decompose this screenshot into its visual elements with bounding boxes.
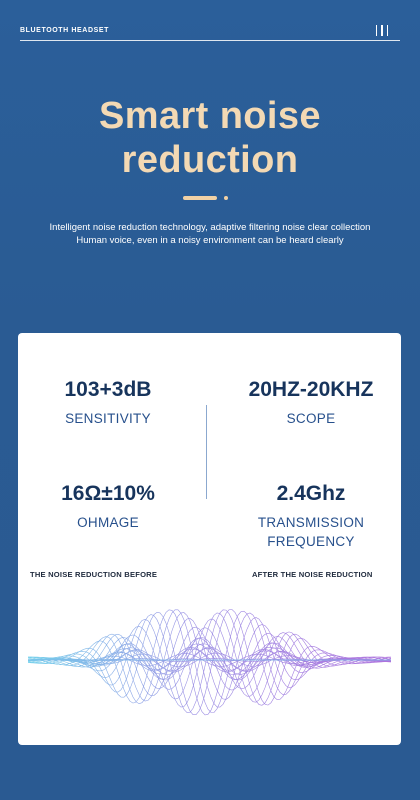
triple-bar-icon[interactable] — [376, 25, 389, 36]
spec-ohmage — [28, 481, 188, 532]
description-line-1: Intelligent noise reduction technology, adaptive filtering noise clear collection — [49, 222, 371, 233]
spec-transmission-frequency — [231, 481, 391, 551]
spec-sensitivity — [28, 377, 188, 428]
after-label: AFTER THE NOISE REDUCTION — [252, 570, 373, 579]
title-accent — [183, 195, 233, 201]
spec-card — [18, 333, 401, 745]
spec-label-line-2: FREQUENCY — [267, 534, 355, 549]
spec-value: 2.4Ghz — [276, 482, 346, 505]
page-title — [0, 94, 420, 182]
spec-value: 103+3dB — [64, 378, 152, 401]
spec-value: 16Ω±10% — [61, 482, 155, 505]
sound-wave-graphic — [28, 595, 391, 725]
top-bar — [20, 20, 400, 40]
spec-label — [231, 513, 391, 551]
title-line-2: reduction — [121, 139, 299, 181]
title-line-1: Smart noise — [99, 95, 321, 137]
spec-label: OHMAGE — [77, 515, 139, 530]
spec-divider — [206, 405, 207, 499]
spec-label: SCOPE — [286, 411, 336, 426]
spec-scope — [231, 377, 391, 428]
hero-description — [10, 221, 410, 247]
spec-label: SENSITIVITY — [65, 411, 151, 426]
description-line-2: Human voice, even in a noisy environment can be heard clearly — [76, 235, 344, 246]
header-divider — [20, 40, 400, 41]
before-label: THE NOISE REDUCTION BEFORE — [30, 570, 158, 579]
spec-value: 20HZ-20KHZ — [248, 378, 374, 401]
brand-label: BLUETOOTH HEADSET — [20, 26, 110, 34]
spec-label-line-1: TRANSMISSION — [257, 515, 365, 530]
